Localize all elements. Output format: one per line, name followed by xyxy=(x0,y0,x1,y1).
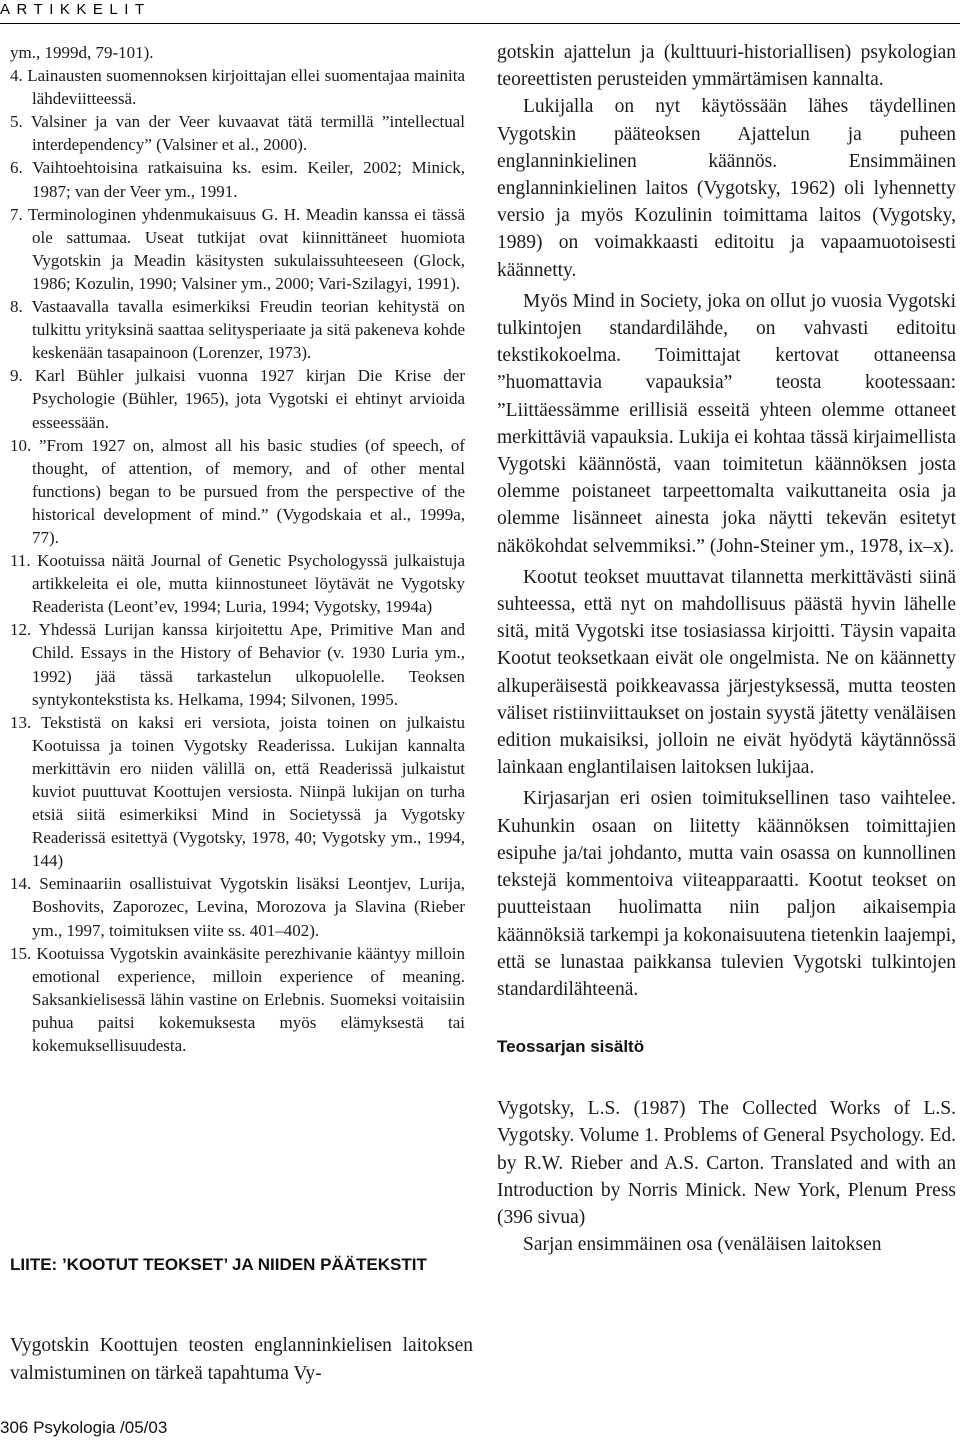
appendix-intro: Vygotskin Koottujen teosten englanninkielisen laitoksen valmistuminen on tärkeä tapahtuma Vy- xyxy=(10,1335,473,1384)
body-paragraph: Kirjasarjan eri osien toimituksellinen taso vaihtelee. Kuhunkin osaan on liitetty käännöksen toimittajien esipuhe ja/tai johdanto, mutta vain osassa on kunnollinen tekstejä kommentoiva viiteapparaatti. Kootut teokset on puutteistaan huolimatta niin paljon aikaisempia käännöksiä tarkempi ja kokonaisuutena tietenkin laajempi, että se lunastaa paikkansa tulevien Vygotski tulkintojen standardilähteenä. xyxy=(497,788,956,1000)
body-paragraph: gotskin ajattelun ja (kulttuuri-historiallisen) psykologian teoreettisten perusteiden ymmärtämisen kannalta. xyxy=(497,42,956,91)
page-footer: 306 Psykologia /05/03 xyxy=(0,1418,168,1437)
section-label: ARTIKKELIT xyxy=(0,1,151,18)
bibliographic-reference: Vygotsky, L.S. (1987) The Collected Works of L.S. Vygotsky. Volume 1. Problems of General Psychology. Ed. by R.W. Rieber and A.S. Carton. Translated and with an Introduction by Norris Minick. New York, Plenum Press (396 sivua) xyxy=(497,1098,956,1228)
endnote: 8. Vastaavalla tavalla esimerkiksi Freudin teorian kehitystä on tulkittu yrityksinä saattaa selitysperiaate ja sitä pakeneva kohde keskenään tasapainoon (Lorenzer, 1973). xyxy=(10,297,465,363)
left-column xyxy=(10,41,465,1057)
endnote: 6. Vaihtoehtoisina ratkaisuina ks. esim. Keiler, 2002; Minick, 1987; van der Veer ym., 1991. xyxy=(10,158,465,201)
endnote: 7. Terminologinen yhdenmukaisuus G. H. Meadin kanssa ei tässä ole sattumaa. Useat tutkijat ovat kiinnittäneet huomiota Vygotskin ja Meadin käsitysten sukulaissuhteeseen (Glock, 1986; Kozulin, 1990; Valsiner ym., 2000; Vari-Szilagyi, 1991). xyxy=(10,204,465,293)
appendix-heading: LIITE: ’KOOTUT TEOKSET’ JA NIIDEN PÄÄTEKSTIT xyxy=(10,1255,427,1274)
endnote: 4. Lainausten suomennoksen kirjoittajan ellei suomentajaa mainita lähdeviitteessä. xyxy=(10,66,465,109)
endnote: 12. Yhdessä Lurijan kanssa kirjoitettu Ape, Primitive Man and Child. Essays in the History of Behavior (v. 1930 Luria ym., 1992) jää tässä tarkastelun ulkopuolelle. Teoksen syntykontekstista ks. Helkama, 1994; Silvonen, 1995. xyxy=(10,620,465,709)
endnote: 5. Valsiner ja van der Veer kuvaavat tätä termillä ”intellectual interdependency” (Valsiner et al., 2000). xyxy=(10,112,465,155)
section-subheading: Teossarjan sisältö xyxy=(497,1037,645,1057)
endnote: 14. Seminaariin osallistuivat Vygotskin lisäksi Leontjev, Lurija, Boshovits, Zaporozec, Levina, Morozova ja Slavina (Rieber ym., 1997, toimituksen viite ss. 401–402). xyxy=(10,874,465,940)
endnote: 11. Kootuissa näitä Journal of Genetic Psychologyssä julkaistuja artikkeleita ei ole, mutta kiinnostuneet löytävät ne Vygotsky Readerista (Leont’ev, 1994; Luria, 1994; Vygotsky, 1994a) xyxy=(10,551,465,617)
endnote: 9. Karl Bühler julkaisi vuonna 1927 kirjan Die Krise der Psychologie (Bühler, 1965), jota Vygotski ei ehtinyt arvioida esseessään. xyxy=(10,366,465,432)
header-rule xyxy=(0,23,960,24)
endnote: 15. Kootuissa Vygotskin avainkäsite perezhivanie kääntyy milloin emotional experience, milloin experience of meaning. Saksankielisessä lähin vastine on Erlebnis. Suomeksi voitaisiin puhua paitsi kokemuksesta myös elämyksestä tai kokemuksellisuudesta. xyxy=(10,943,465,1056)
endnote: 13. Tekstistä on kaksi eri versiota, joista toinen on julkaistu Kootuissa ja toinen Vygotsky Readerissa. Lukijan kannalta merkittävin ero niiden välillä on, että Readerissä julkaistut kuviot puuttuvat Koottujen versiosta. Niinpä lukijan on turha etsiä siitä esimerkiksi Mind in Societyssä ja Vygotsky Readerissä esitettyä (Vygotsky, 1978, 40; Vygotsky ym., 1994, 144) xyxy=(10,712,465,871)
body-paragraph: Lukijalla on nyt käytössään lähes täydellinen Vygotskin pääteoksen Ajattelun ja puheen englanninkielinen käännös. Ensimmäinen englanninkielinen laitos (Vygotsky, 1962) oli lyhennetty versio ja myös Kozulinin toimittama laitos (Vygotsky, 1989) on voimakkaasti editoitu ja vapaamuotoisesti käännetty. xyxy=(497,96,956,281)
right-column xyxy=(497,39,956,1258)
body-paragraph: Kootut teokset muuttavat tilannetta merkittävästi siinä suhteessa, että nyt on mahdollisuus päästä hyvin lähelle sitä, mitä Vygotski itse tosiasiassa kirjoitti. Täysin vapaita Kootut teoksetkaan eivät ole ongelmista. Ne on käännetty alkuperäisestä poikkeavassa järjestyksessä, mutta teosten väliset ristiinviittaukset on jostain syystä jätetty venäläisen edition mukaisiksi, jolloin ne eivät hyödytä käytännössä lainkaan englantilaisen laitoksen lukijaa. xyxy=(497,566,956,779)
body-paragraph: Myös Mind in Society, joka on ollut jo vuosia Vygotski tulkintojen standardilähde, on vahvasti editoitu tekstikokoelma. Toimittajat kertovat ottaneensa ”huomattavia vapauksia” teosta kootessaan: ”Liittäessämme erillisiä esseitä yhteen olemme ottaneet merkittäviä vapauksia. Lukija ei kohtaa tässä kirjaimellista Vygotski käännöstä, vaan toimitetun käännöksen josta olemme poistaneet tarpeettomalta vaikuttaneita osia ja olemme lisänneet ainesta joka näytti tekevän esitetyt näkökohdat selvemmiksi.” (John-Steiner ym., 1978, ix–x). xyxy=(497,290,956,557)
endnote: 10. ”From 1927 on, almost all his basic studies (of speech, of thought, of attention, of memory, and of other mental functions) began to be pursued from the perspective of the historical development of mind.” (Vygodskaia et al., 1999a, 77). xyxy=(10,435,465,547)
endnote: ym., 1999d, 79-101). xyxy=(10,43,154,62)
body-paragraph: Sarjan ensimmäinen osa (venäläisen laitoksen xyxy=(523,1234,882,1256)
endnotes xyxy=(10,41,465,1057)
